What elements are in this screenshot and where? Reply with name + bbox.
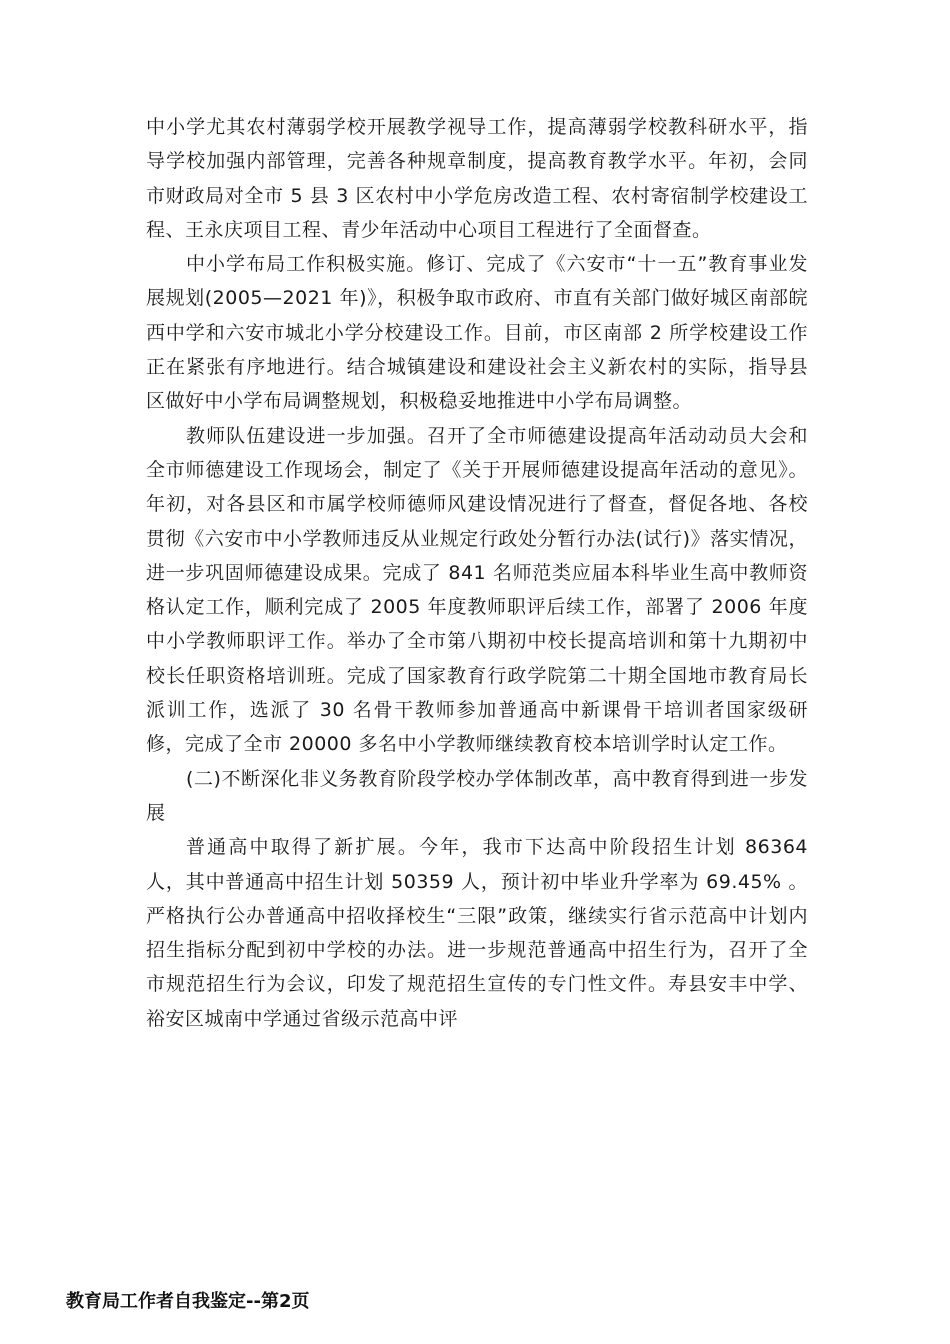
paragraph-school-layout: 中小学布局工作积极实施。修订、完成了《六安市“十一五”教育事业发展规划(2005—2021 年)》，积极争取市政府、市直有关部门做好城区南部皖西中学和六安市城北小学分校建设工作。目前，市区南部 2 所学校建设工作正在紧张有序地进行。结合城镇建设和建设社会主义新农村的实际，指导县区做好中小学布局调整规划，积极稳妥地推进中小学布局调整。 bbox=[146, 253, 808, 413]
paragraph-teacher-team: 教师队伍建设进一步加强。召开了全市师德建设提高年活动动员大会和全市师德建设工作现场会，制定了《关于开展师德建设提高年活动的意见》。年初，对各县区和市属学校师德师风建设情况进行了督查，督促各地、各校贯彻《六安市中小学教师违反从业规定行政处分暂行办法(试行)》落实情况，进一步巩固师德建设成果。完成了 841 名师范类应届本科毕业生高中教师资格认定工作，顺利完成了 2005 年度教师职评后续工作，部署了 2006 年度中小学教师职评工作。举办了全市第八期初中校长提高培训和第十九期初中校长任职资格培训班。完成了国家教育行政学院第二十期全国地市教育局长派训工作，选派了 30 名骨干教师参加普通高中新课骨干培训者国家级研修，完成了全市 20000 多名中小学教师继续教育校本培训学时认定工作。 bbox=[146, 424, 808, 756]
page-footer: 教育局工作者自我鉴定--第2页 bbox=[66, 1291, 310, 1312]
document-body bbox=[146, 110, 808, 1036]
section-heading-high-school: (二)不断深化非义务教育阶段学校办学体制改革，高中教育得到进一步发展 bbox=[146, 767, 808, 824]
paragraph-continued: 中小学尤其农村薄弱学校开展教学视导工作，提高薄弱学校教科研水平，指导学校加强内部管理，完善各种规章制度，提高教育教学水平。年初，会同市财政局对全市 5 县 3 区农村中小学危房改造工程、农村寄宿制学校建设工程、王永庆项目工程、青少年活动中心项目工程进行了全面督查。 bbox=[146, 116, 808, 241]
paragraph-high-school-expansion: 普通高中取得了新扩展。今年，我市下达高中阶段招生计划 86364 人，其中普通高中招生计划 50359 人，预计初中毕业升学率为 69.45% 。严格执行公办普通高中招收择校生“三限”政策，继续实行省示范高中计划内招生指标分配到初中学校的办法。进一步规范普通高中招生行为，召开了全市规范招生行为会议，印发了规范招生宣传的专门性文件。寿县安丰中学、裕安区城南中学通过省级示范高中评 bbox=[146, 836, 808, 1030]
